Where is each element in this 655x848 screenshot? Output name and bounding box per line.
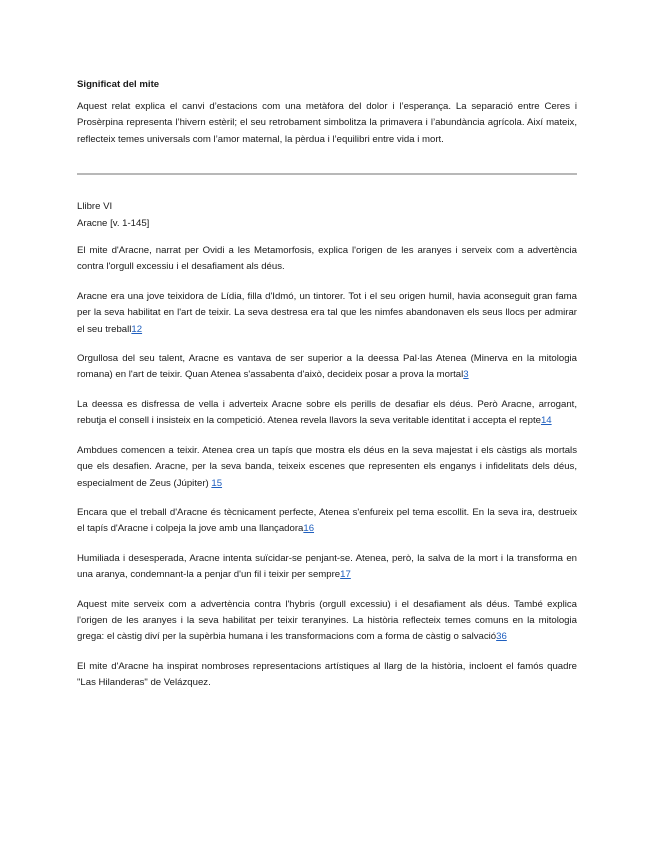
body-paragraph — [77, 243, 577, 276]
paragraph-text: La deessa es disfressa de vella i adverteix Aracne sobre els perills de desafiar els déus. Però Aracne, arrogant, rebutja el consell i insisteix en la competició. Atenea revela llavors la seva veritable identitat i accepta el repte — [77, 398, 577, 427]
section-heading: Significat del mite — [77, 79, 160, 90]
footnote-link[interactable]: 12 — [131, 323, 143, 335]
book-title: Llibre VI — [77, 201, 113, 213]
paragraph-text: Aracne era una jove teixidora de Lídia, filla d'Idmó, un tintorer. Tot i el seu origen humil, havia aconseguit gran fama per la seva habilitat en l'art de teixir. La seva destresa era tal que les nimfes abandonaven els seus llocs per admirar el seu treball — [77, 290, 577, 335]
body-paragraph — [77, 443, 577, 492]
book-subtitle: Aracne [v. 1-145] — [77, 217, 150, 229]
footnote-link[interactable]: 16 — [303, 523, 315, 535]
body-paragraph — [77, 597, 577, 646]
body-paragraph — [77, 397, 577, 430]
body-paragraph — [77, 551, 577, 584]
paragraph-text: Aquest mite serveix com a advertència contra l'hybris (orgull excessiu) i el desafiament als déus. També explica l'origen de les aranyes i la seva habilitat per teixir teranyines. La història reflecteix temes comuns en la mitologia grega: el càstig diví per la supèrbia humana i les transformacions com a forma de càstig o salvació — [77, 598, 577, 643]
footnote-link[interactable]: 3 — [463, 369, 469, 381]
body-paragraph — [77, 505, 577, 538]
horizontal-divider — [77, 173, 577, 175]
body-paragraph — [77, 351, 577, 384]
footnote-link[interactable]: 17 — [340, 569, 351, 581]
footnote-link[interactable]: 15 — [211, 477, 223, 489]
paragraph-text: Orgullosa del seu talent, Aracne es vantava de ser superior a la deessa Pal·las Atenea (Minerva en la mitologia romana) en l'art de teixir. Quan Atenea s'assabenta d'això, decideix posar a prova la mortal — [77, 353, 577, 381]
paragraph-text: El mite d'Aracne, narrat per Ovidi a les Metamorfosis, explica l'origen de les aranyes i serveix com a advertència contra l'orgull excessiu i el desafiament als déus. — [77, 245, 577, 273]
footnote-link[interactable]: 36 — [496, 631, 507, 643]
book-header — [77, 199, 577, 232]
paragraph-text: El mite d'Aracne ha inspirat nombroses representacions artístiques al llarg de la història, incloent el famós quadre "Las Hilanderas" de Velázquez. — [77, 660, 577, 689]
body-paragraph — [77, 659, 577, 692]
paragraph-text: Ambdues comencen a teixir. Atenea crea un tapís que mostra els déus en la seva majestat i els càstigs als mortals que els desafien. Aracne, per la seva banda, teixeix escenes que representen els enganys i infidelitats dels déus, especialment de Zeus (Júpiter) — [77, 444, 577, 489]
intro-paragraph: Aquest relat explica el canvi d’estacions com una metàfora del dolor i l’esperança. La separació entre Ceres i Prosèrpina representa l’hivern estèril; el seu retrobament simbolitza la primavera i l’abundància agrícola. Així mateix, reflecteix temes universals com l’amor maternal, la pèrdua i l’equilibri entre vida i mort. — [77, 101, 577, 145]
paragraph-text: Humiliada i desesperada, Aracne intenta suïcidar-se penjant-se. Atenea, però, la salva de la mort i la transforma en una aranya, condemnant-la a penjar d'un fil i teixir per sempre — [77, 552, 577, 581]
body-paragraph — [77, 289, 577, 338]
paragraph-text: Encara que el treball d'Aracne és tècnicament perfecte, Atenea s'enfureix pel tema escollit. En la seva ira, destrueix el tapís d'Aracne i colpeja la jove amb una llançadora — [77, 506, 577, 535]
footnote-link[interactable]: 14 — [540, 415, 552, 427]
